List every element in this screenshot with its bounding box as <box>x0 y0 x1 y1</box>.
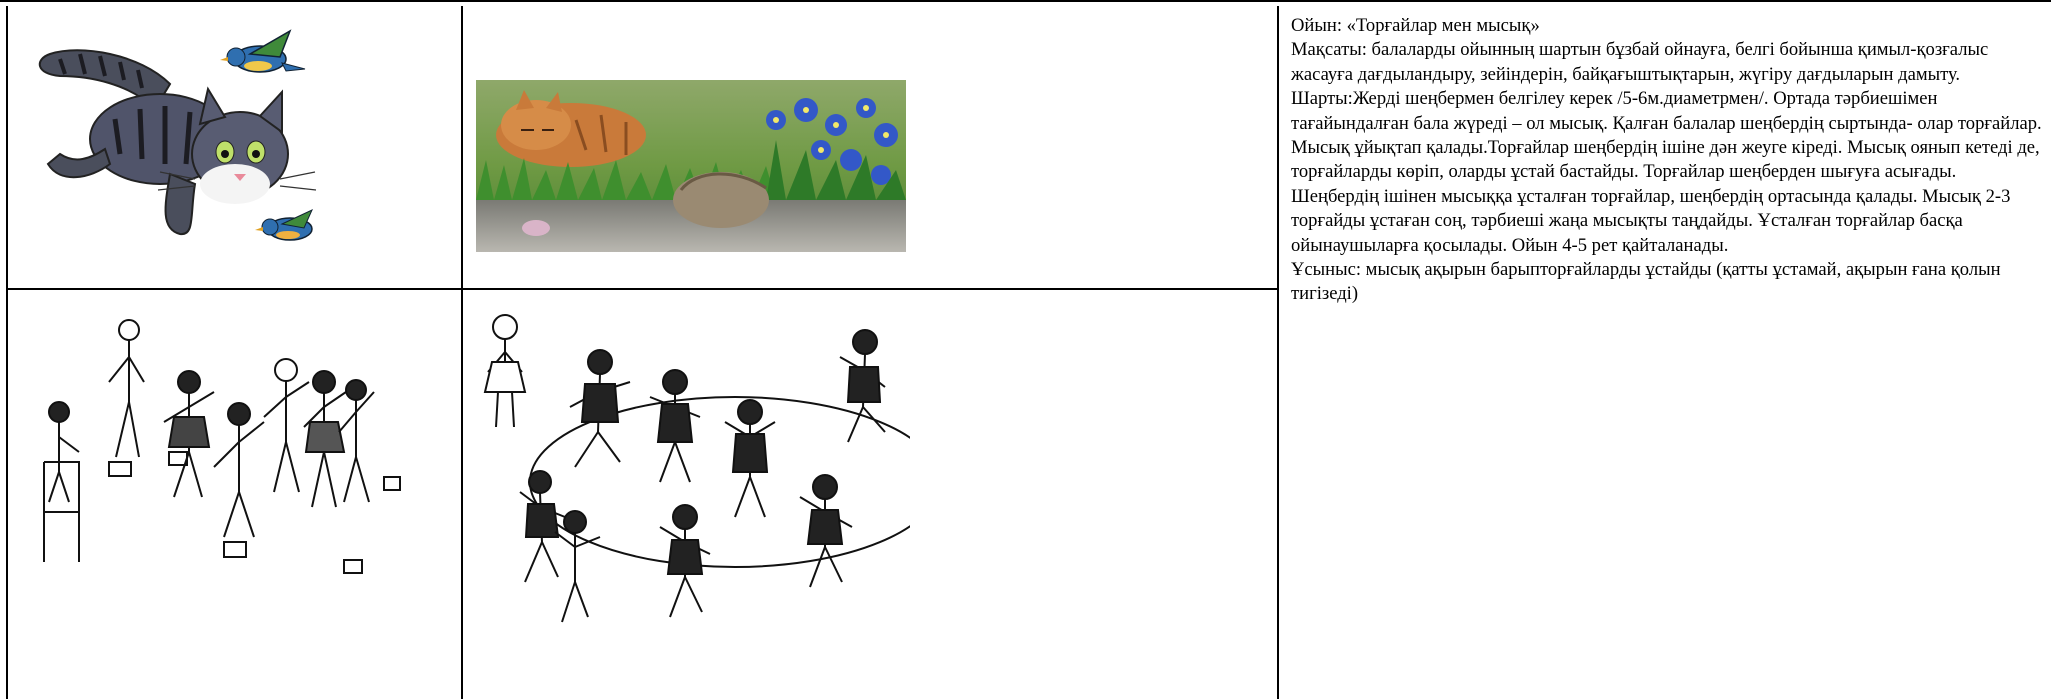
game-description <box>1291 14 2043 307</box>
image-cat-scene <box>476 80 906 252</box>
table-border-row <box>6 288 1279 290</box>
image-children-circle <box>470 292 910 637</box>
game-advice: Ұсыныс: мысық ақырын барыпторғайларды ұстайды (қатты ұстамай, ақырын ғана қолын тигізеді) <box>1291 259 2001 305</box>
game-table <box>0 6 2051 699</box>
image-cat-birds <box>20 14 360 259</box>
game-goal: Мақсаты: балаларды ойынның шартын бұзбай ойнауға, белгі бойынша қимыл-қозғалыс жасауға дағдыландыру, зейіндерін, байқағыштықтарын, жүгіру дағдыларын дамыту. <box>1291 39 1989 85</box>
table-border-col1 <box>461 6 463 699</box>
table-border-col2 <box>1277 6 1279 699</box>
game-name: Ойын: «Торғайлар мен мысық» <box>1291 15 1540 36</box>
image-children-line <box>24 312 414 597</box>
top-border <box>0 0 2051 2</box>
game-rules: Шарты:Жерді шеңбермен белгілеу керек /5-6м.диаметрмен/. Ортада тәрбиешімен тағайындалған бала жүреді – ол мысық. Қалған балалар шеңбердің сыртында- олар торғайлар. Мысық ұйықтап қалады.Торғайлар шеңбердің ішіне дән жеуге кіреді. Мысық оянып кетеді де, торғайларды көріп, оларды ұстай бастайды. Торғайлар шеңберден шығуға асығады. Шеңбердің ішінен мысыққа ұсталған торғайлар, шеңбердің ортасында қалады. Мысық 2-3 торғайды ұстаған соң, тәрбиеші жаңа мысықты таңдайды. Ұсталған торғайлар басқа ойынаушыларға қосылады. Ойын 4-5 рет қайталанады. <box>1291 88 2042 256</box>
table-border-left <box>6 6 8 699</box>
